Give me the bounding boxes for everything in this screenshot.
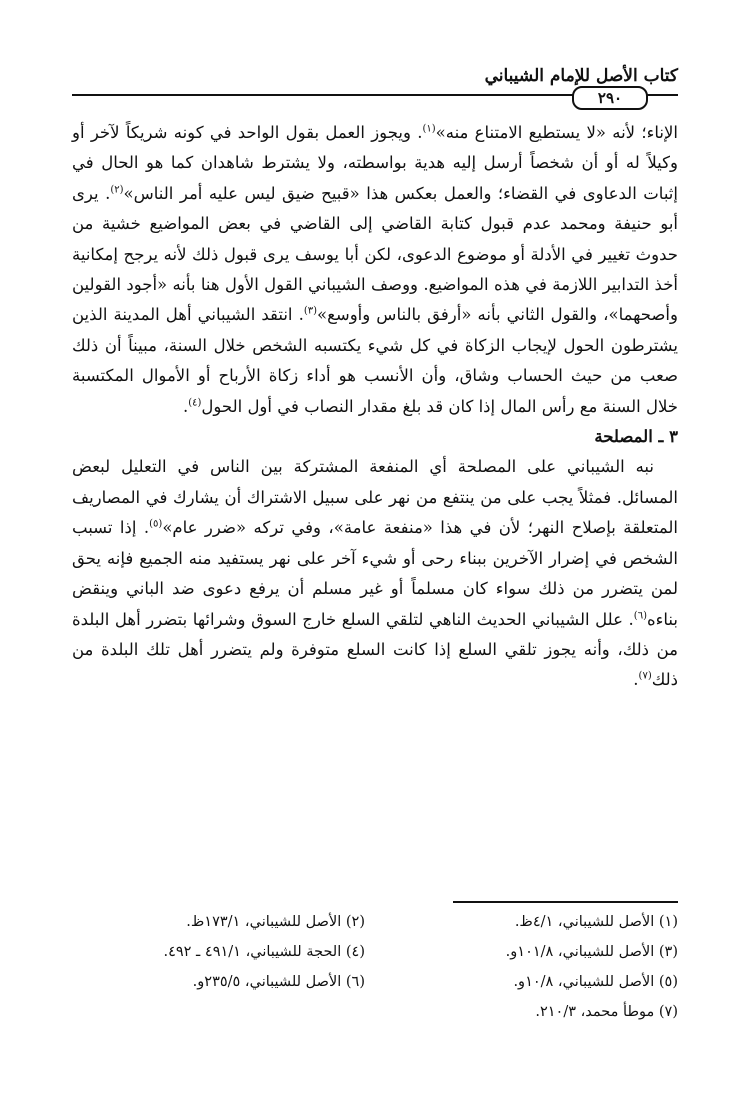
footnote-ref: (٦): [633, 610, 647, 621]
footnote-ref: (٣): [303, 305, 318, 317]
text-run: .: [633, 670, 639, 690]
footnote-ref: (٥): [149, 518, 163, 530]
footnote-ref: (١): [422, 123, 436, 135]
running-header-title: كتاب الأصل للإمام الشيباني: [484, 66, 678, 86]
body-text: [72, 118, 678, 696]
text-run: . يرى أبو حنيفة ومحمد عدم قبول كتابة القاضي إلى القاضي في بعض المواضيع خشية من حدوث تغيير في الأدلة أو موضوع الدعوى، لكن أبا يوسف يرى قبول ذلك لأنه يرجح إمكانية أخذ التدابير اللازمة في هذه المواضيع. ووصف الشيباني القول الأول هنا بأنه «أجود القولين وأصحهما»، والقول الثاني بأنه «أرفق بالناس وأوسع»: [72, 183, 678, 325]
footnotes: [72, 910, 678, 1024]
footnote: (٦) الأصل للشيباني، ٢٣٥/٥و.: [192, 974, 365, 990]
footnote: (٢) الأصل للشيباني، ١٧٣/١ظ.: [186, 914, 365, 930]
footnote: (٥) الأصل للشيباني، ١٠/٨و.: [513, 974, 678, 990]
section-heading: ٣ ـ المصلحة: [594, 427, 678, 447]
footnote: (٣) الأصل للشيباني، ١٠١/٨و.: [505, 944, 678, 960]
paragraph: [72, 452, 678, 695]
footnote: (١) الأصل للشيباني، ٤/١ظ.: [514, 914, 678, 930]
text-run: . إذا تسبب الشخص في إضرار الآخرين ببناء رحى أو شيء آخر على نهر يستفيد منه الجميع فإنه يحق لمن يتضرر من ذلك سواء كان مسلماً أو غير مسلم أن يرفع دعوى ضد الباني وينقض بناءه: [72, 518, 678, 629]
text-run: .: [182, 396, 189, 416]
text-run: . علل الشيباني الحديث الناهي لتلقي السلع خارج السوق وشرائها بتضرر أهل البلدة من ذلك، وأنه يجوز تلقي السلع إذا كانت السلع متوفرة ولم يتضرر أهل تلك البلدة من ذلك: [72, 609, 678, 690]
text-run: . انتقد الشيباني أهل المدينة الذين يشترطون الحول لإيجاب الزكاة في كل شيء يكتسبه الشخص خلال السنة، مبيناً أن ذلك صعب من حيث الحساب وشاق، وأن الأنسب هو أداء زكاة الأرباح أو الأموال المكتسبة خلال السنة مع رأس المال إذا كان قد بلغ مقدار النصاب في أول الحول: [72, 305, 678, 416]
footnote: (٤) الحجة للشيباني، ٤٩١/١ ـ ٤٩٢.: [163, 944, 365, 960]
paragraph: [72, 118, 678, 422]
footnote-ref: (٤): [188, 397, 202, 409]
footnote-rule: [453, 901, 678, 903]
text-run: . ويجوز العمل بقول الواحد في كونه شريكاً لآخر أو وكيلاً له أو أن شخصاً أرسل إليه هدية بواسطته، ولا يشترط شاهدان كما هو الحال في إثبات الدعاوى في القضاء؛ والعمل بعكس هذا «قبيح ضيق ليس عليه أمر الناس»: [72, 123, 678, 203]
footnote: (٧) موطأ محمد، ٢١٠/٣.: [535, 1004, 678, 1020]
page-number: ٢٩٠: [572, 86, 648, 110]
text-run: الإناء؛ لأنه «لا يستطيع الامتناع منه»: [435, 123, 678, 142]
footnote-ref: (٢): [110, 184, 124, 196]
footnote-ref: (٧): [638, 670, 652, 682]
text-run: نبه الشيباني على المصلحة أي المنفعة المشتركة بين الناس في التعليل لبعض المسائل. فمثلاً يجب على من ينتفع من نهر على سبيل الاشتراك أن يشارك في المصاريف المتعلقة بإصلاح النهر؛ لأن في هذا «منفعة عامة»، وفي تركه «ضرر عام»: [72, 457, 678, 538]
